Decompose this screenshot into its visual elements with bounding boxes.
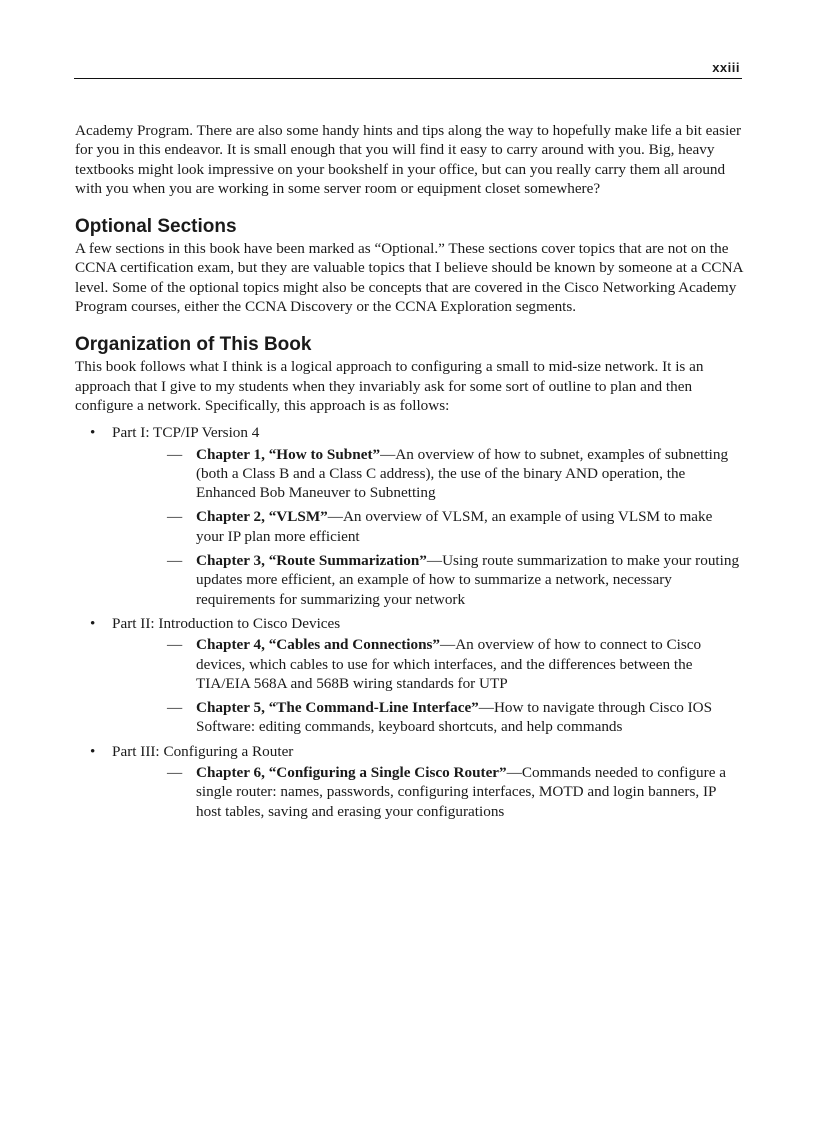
chapter-item-3 [112,551,743,609]
chapter-item-2 [112,507,743,546]
dash-icon: — [167,764,183,782]
chapter-list [112,635,743,736]
optional-sections-heading: Optional Sections [75,216,237,238]
part-item-1 [75,423,743,609]
chapter-title: Chapter 2, “VLSM” [196,508,328,526]
chapter-item-1 [112,445,743,503]
bullet-icon: • [90,614,96,632]
chapter-title: Chapter 5, “The Command-Line Interface” [196,699,479,717]
chapter-description: —An overview of how to subnet, examples of subnetting (both a Class B and a Class C address), the use of the binary AND operation, the Enhanced Bob Maneuver to Subnetting [196,445,729,502]
organization-heading: Organization of This Book [75,334,312,356]
dash-icon: — [167,636,183,654]
part-label: Part II: Introduction to Cisco Devices [112,614,341,632]
chapter-item-4 [112,635,743,693]
page-number: xxiii [712,60,740,75]
part-item-2 [75,614,743,737]
chapter-description: —An overview of how to connect to Cisco devices, which cables to use for which interfaces, and the differences between the TIA/EIA 568A and 568B wiring standards for UTP [196,636,702,692]
chapter-item-6 [112,763,743,821]
page-content [75,121,743,826]
chapter-description: —Using route summarization to make your routing updates more efficient, an example of how to summarize a network, necessary requirements for summarizing your network [196,552,740,608]
chapter-title: Chapter 6, “Configuring a Single Cisco Router” [196,764,507,782]
chapter-description: —How to navigate through Cisco IOS Software: editing commands, keyboard shortcuts, and help commands [196,699,713,736]
chapter-item-5 [112,698,743,737]
part-label: Part III: Configuring a Router [112,742,294,760]
chapter-title: Chapter 3, “Route Summarization” [196,552,427,570]
chapter-list [112,445,743,609]
part-label: Part I: TCP/IP Version 4 [112,424,260,442]
optional-sections-paragraph: A few sections in this book have been marked as “Optional.” These sections cover topics that are not on the CCNA certification exam, but they are valuable topics that I believe should be known by someone at a CCNA level. Some of the optional topics might also be concepts that are covered in the Cisco Networking Academy Program courses, either the CCNA Discovery or the CCNA Exploration segments. [75,240,743,316]
dash-icon: — [167,508,183,526]
chapter-description: —Commands needed to configure a single router: names, passwords, configuring interfaces, MOTD and login banners, IP host tables, saving and erasing your configurations [196,764,726,820]
dash-icon: — [167,445,183,463]
chapter-title: Chapter 1, “How to Subnet” [196,445,381,463]
dash-icon: — [167,552,183,570]
chapter-title: Chapter 4, “Cables and Connections” [196,636,441,654]
bullet-icon: • [90,424,96,442]
header-rule [74,78,742,79]
chapter-description: —An overview of VLSM, an example of using VLSM to make your IP plan more efficient [196,508,713,545]
bullet-icon: • [90,742,96,760]
intro-paragraph: Academy Program. There are also some handy hints and tips along the way to hopefully make life a bit easier for you in this endeavor. It is small enough that you will find it easy to carry around with you. Big, heavy textbooks might look impressive on your bookshelf in your office, but can you really carry them all around with you when you are working in some server room or equipment closet somewhere? [75,122,742,197]
part-item-3 [75,742,743,821]
chapter-list [112,763,743,821]
parts-list [75,423,743,821]
organization-paragraph: This book follows what I think is a logical approach to configuring a small to mid-size network. It is an approach that I give to my students when they invariably ask for some sort of outline to plan and then configure a network. Specifically, this approach is as follows: [75,358,704,414]
dash-icon: — [167,699,183,717]
